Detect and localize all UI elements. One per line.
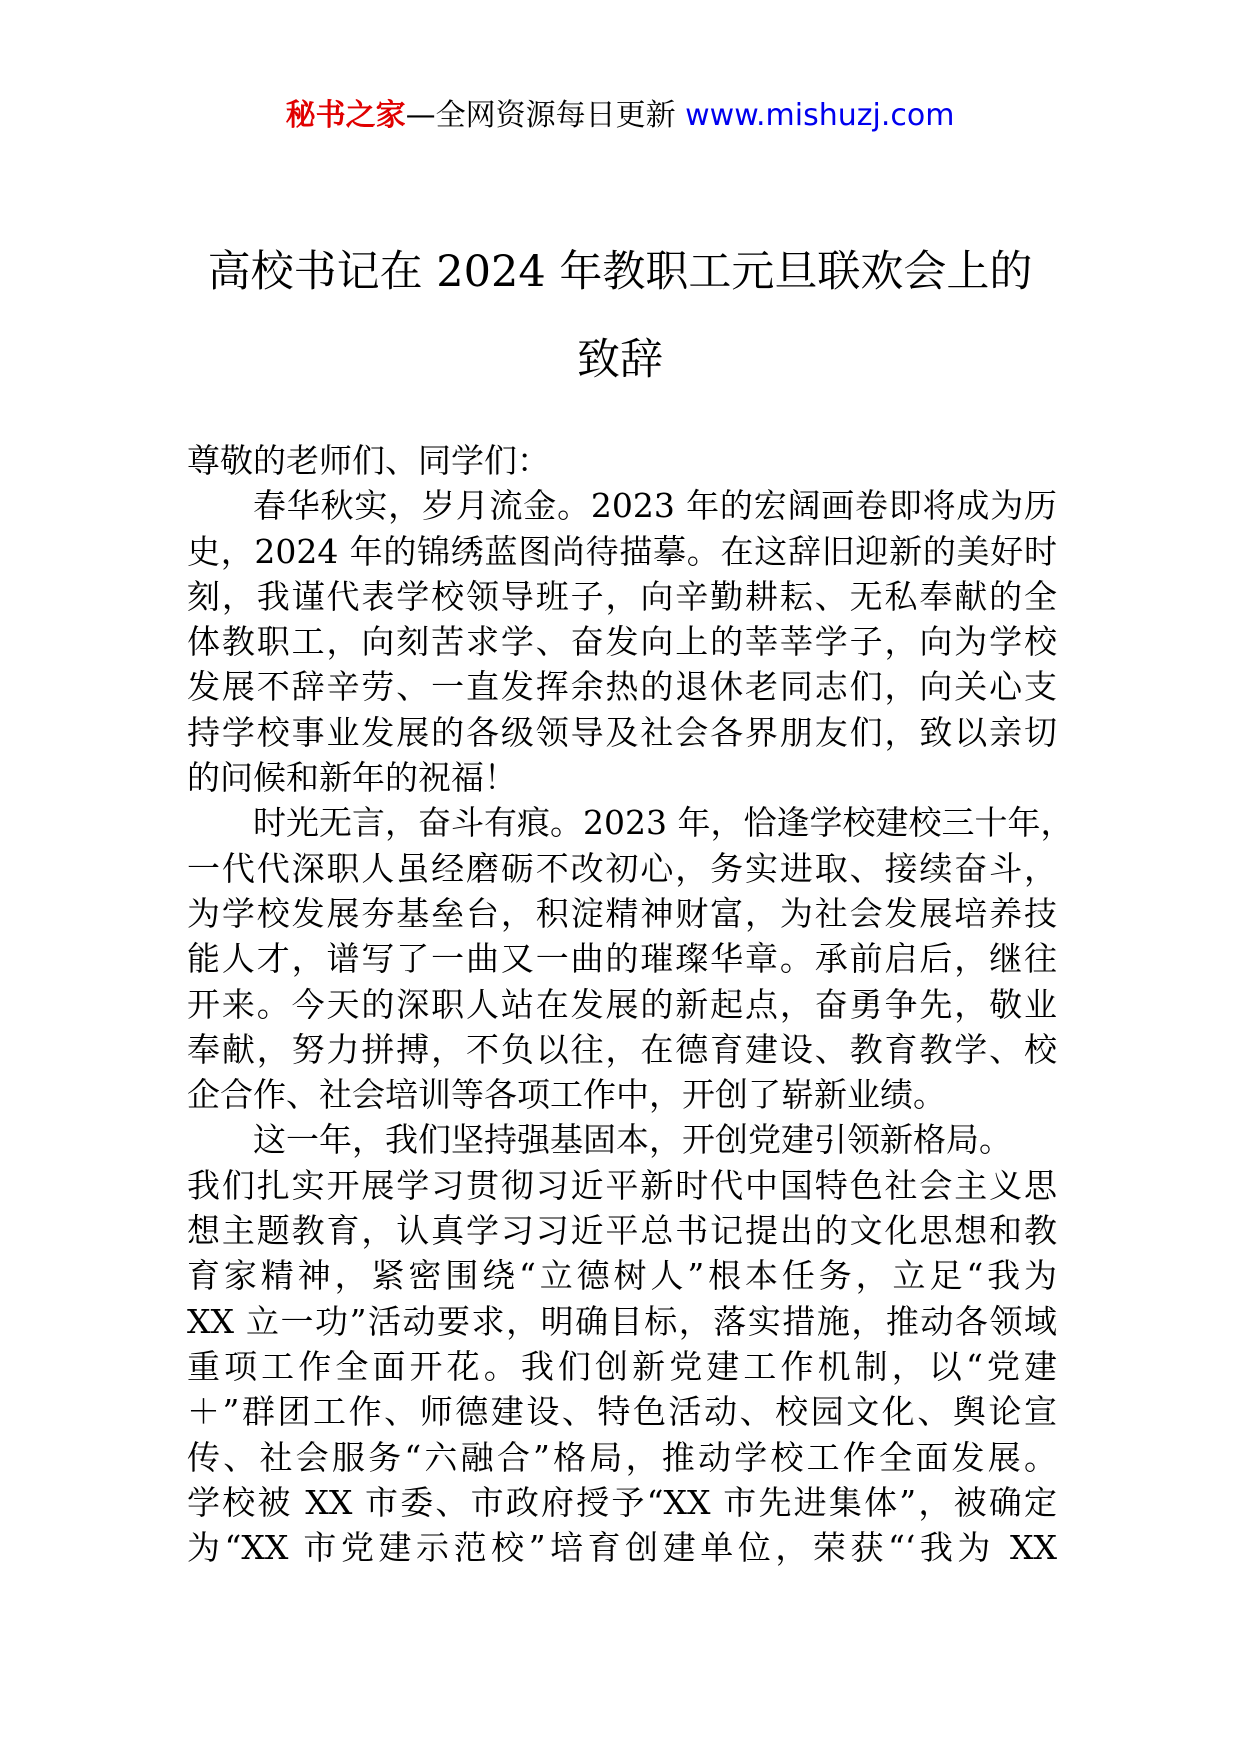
paragraph-1-line-1: 春华秋实，岁月流金。2023 年的宏阔画卷即将成为历 [253,486,1057,526]
paragraph-1-line-2: 史，2024 年的锦绣蓝图尚待描摹。在这辞旧迎新的美好时 [187,531,1057,571]
site-header [0,98,1240,134]
title-line-1: 高校书记在 2024 年教职工元旦联欢会上的 [207,247,1033,297]
paragraph-2-line-2: 一代代深职人虽经磨砺不改初心，务实进取、接续奋斗， [187,848,1057,888]
paragraph-1-line-6: 持学校事业发展的各级领导及社会各界朋友们，致以亲切 [187,712,1057,752]
document-body [187,438,1074,1570]
paragraph-2-line-4: 能人才，谱写了一曲又一曲的璀璨华章。承前启后，继往 [187,939,1057,979]
paragraph-1-line-3: 刻，我谨代表学校领导班子，向辛勤耕耘、无私奉献的全 [187,576,1057,616]
paragraph-3-line-6: 重项工作全面开花。我们创新党建工作机制，以“党建 [187,1346,1057,1386]
paragraph-3-line-9: 学校被 XX 市委、市政府授予“XX 市先进集体”，被确定 [187,1482,1057,1522]
header-tagline: —全网资源每日更新 [405,98,686,133]
paragraph-3-line-4: 育家精神，紧密围绕“立德树人”根本任务，立足“我为 [187,1256,1057,1296]
paragraph-3-line-3: 想主题教育，认真学习习近平总书记提出的文化思想和教 [187,1211,1057,1251]
paragraph-2-line-7: 企合作、社会培训等各项工作中，开创了崭新业绩。 [187,1075,946,1115]
paragraph-3-line-8: 传、社会服务“六融合”格局，推动学校工作全面发展。 [187,1437,1057,1477]
paragraph-3-line-7: ＋”群团工作、师德建设、特色活动、校园文化、舆论宣 [187,1392,1057,1432]
brand-name: 秘书之家 [285,98,406,133]
paragraph-2-line-5: 开来。今天的深职人站在发展的新起点，奋勇争先，敬业 [187,984,1057,1024]
paragraph-2-line-6: 奉献，努力拼搏，不负以往，在德育建设、教育教学、校 [187,1029,1057,1069]
paragraph-3-line-5: XX 立一功”活动要求，明确目标，落实措施，推动各领域 [187,1301,1057,1341]
salutation: 尊敬的老师们、同学们： [187,441,550,480]
paragraph-3-line-1: 这一年，我们坚持强基固本，开创党建引领新格局。 [253,1120,1012,1160]
paragraph-3-line-2: 我们扎实开展学习贯彻习近平新时代中国特色社会主义思 [187,1165,1057,1205]
paragraph-2-line-3: 为学校发展夯基垒台，积淀精神财富，为社会发展培养技 [187,893,1057,933]
document-title [150,228,1090,404]
title-line-2: 致辞 [577,335,663,385]
site-url-link[interactable]: www.mishuzj.com [685,98,955,133]
paragraph-2-line-1: 时光无言，奋斗有痕。2023 年，恰逢学校建校三十年， [253,803,1074,843]
paragraph-3-line-10: 为“XX 市党建示范校”培育创建单位，荣获“‘我为 XX [187,1528,1057,1568]
paragraph-1-line-5: 发展不辞辛劳、一直发挥余热的退休老同志们，向关心支 [187,667,1057,707]
paragraph-1-line-4: 体教职工，向刻苦求学、奋发向上的莘莘学子，向为学校 [187,622,1057,662]
paragraph-1-line-7: 的问候和新年的祝福！ [187,758,517,798]
